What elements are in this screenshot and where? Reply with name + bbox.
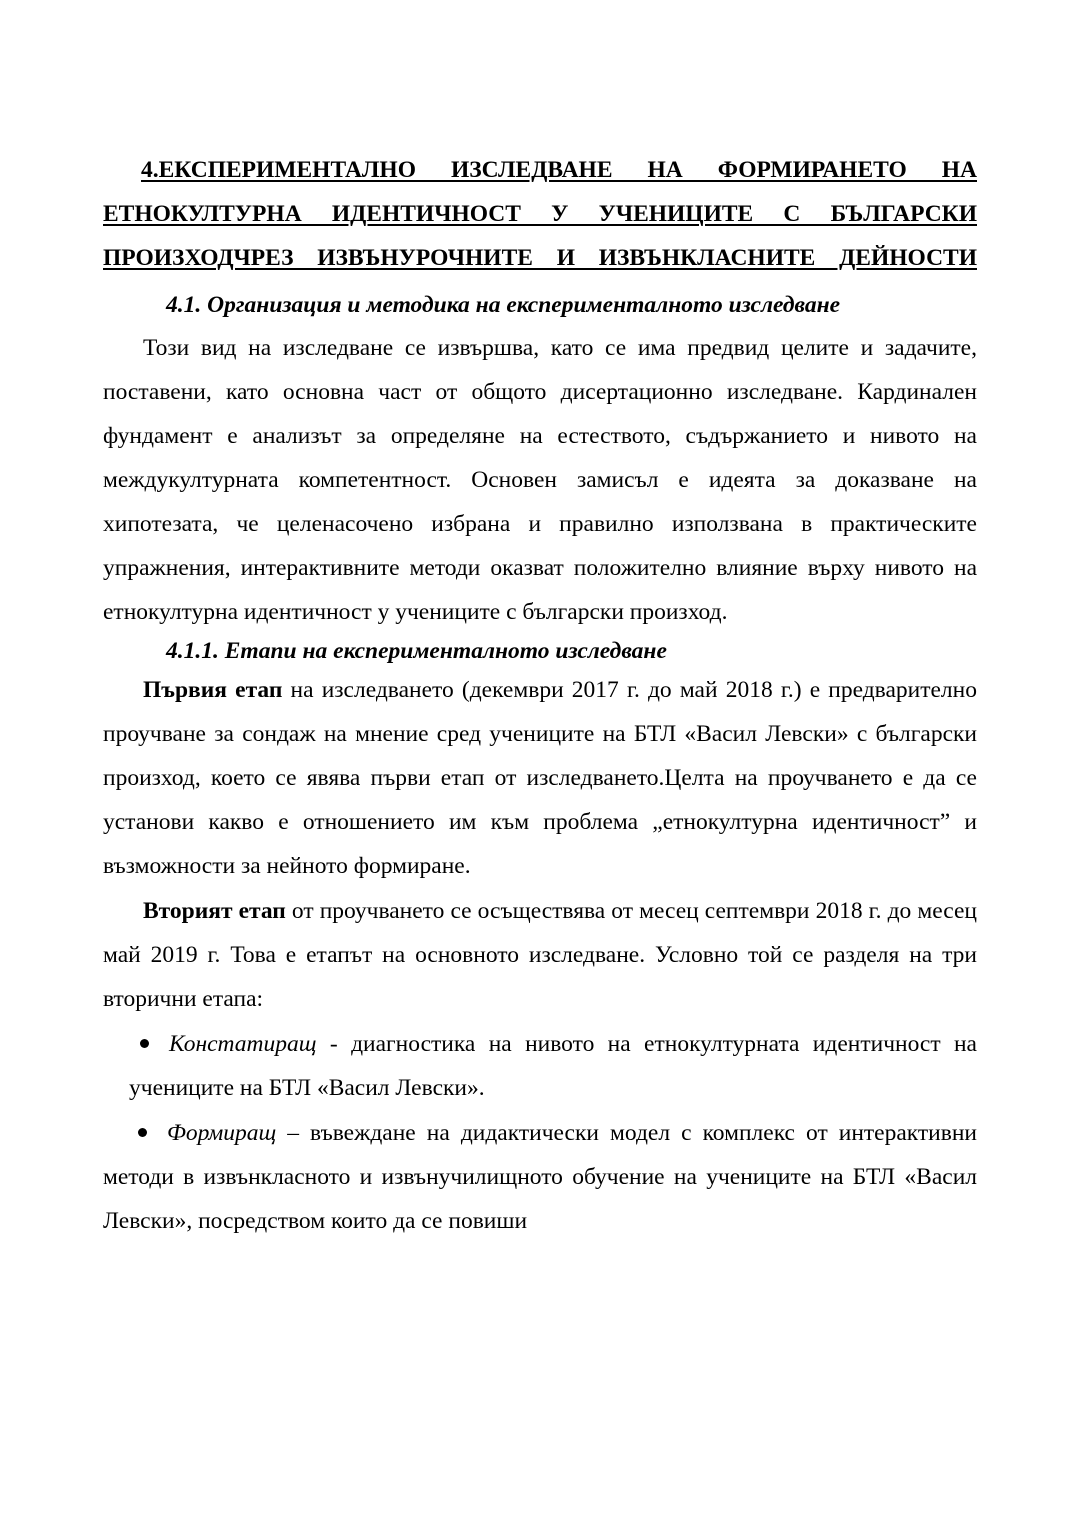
heading-line-1: 4.ЕКСПЕРИМЕНТАЛНО ИЗСЛЕДВАНЕ НА ФОРМИРАНЕТО НА bbox=[141, 157, 977, 183]
bullet-2-text: – въвеждане на дидактически модел с комплекс от интерактивни методи в извънкласното и извънучилищното обучение на учениците на БТЛ «Васил Левски», посредством които да се повиши bbox=[103, 1120, 977, 1234]
first-stage-text: на изследването (декември 2017 г. до май 2018 г.) е предварително проучване за сондаж на мнение сред учениците на БТЛ «Васил Левски» с български произход, което се явява първи етап от изследването.Целта на проучването е да се установи какво е отношението им към проблема „етнокултурна идентичност” и възможности за нейното формиране. bbox=[103, 677, 977, 879]
section-4-1-paragraph: Този вид на изследване се извършва, като се има предвид целите и задачите, поставени, като основна част от общото дисертационно изследване. Кардинален фундамент е анализът за определяне на естеството, съдържанието и нивото на междукултурната компетентност. Основен замисъл е идеята за доказване на хипотезата, че целенасочено избрана и правилно използвана в практическите упражнения, интерактивните методи оказват положително влияние върху нивото на етнокултурна идентичност у учениците с български произход. bbox=[103, 335, 977, 625]
bullet-dot-icon bbox=[140, 1039, 149, 1048]
bullet-1-term: Констатиращ bbox=[169, 1031, 317, 1057]
first-stage-paragraph bbox=[103, 668, 977, 888]
heading-line-3: ПРОИЗХОДЧРЕЗ ИЗВЪНУРОЧНИТЕ И ИЗВЪНКЛАСНИТЕ ДЕЙНОСТИ bbox=[103, 245, 977, 271]
section-title-4-1: 4.1. Организация и методика на експерименталното изследване bbox=[166, 292, 841, 318]
bullet-2-term: Формиращ bbox=[167, 1120, 277, 1146]
second-stage-paragraph bbox=[103, 889, 977, 1021]
heading-line-2: ЕТНОКУЛТУРНА ИДЕНТИЧНОСТ У УЧЕНИЦИТЕ С БЪЛГАРСКИ bbox=[103, 201, 977, 227]
bullet-item-2 bbox=[103, 1111, 977, 1243]
second-stage-label: Вторият етап bbox=[143, 898, 286, 924]
bullet-1-text: - диагностика на нивото на етнокултурната идентичност на учениците на БТЛ «Васил Левски». bbox=[129, 1031, 977, 1101]
bullet-dot-icon bbox=[138, 1128, 147, 1137]
first-stage-label: Първия етап bbox=[143, 677, 283, 703]
second-stage-text: от проучването се осъществява от месец септември 2018 г. до месец май 2019 г. Това е етапът на основното изследване. Условно той се разделя на три вторични етапа: bbox=[103, 898, 977, 1012]
bullet-item-1 bbox=[103, 1022, 977, 1110]
document-body bbox=[103, 148, 977, 1243]
chapter-heading bbox=[103, 148, 977, 280]
section-title-4-1-1: 4.1.1. Етапи на експерименталното изследване bbox=[166, 638, 667, 664]
